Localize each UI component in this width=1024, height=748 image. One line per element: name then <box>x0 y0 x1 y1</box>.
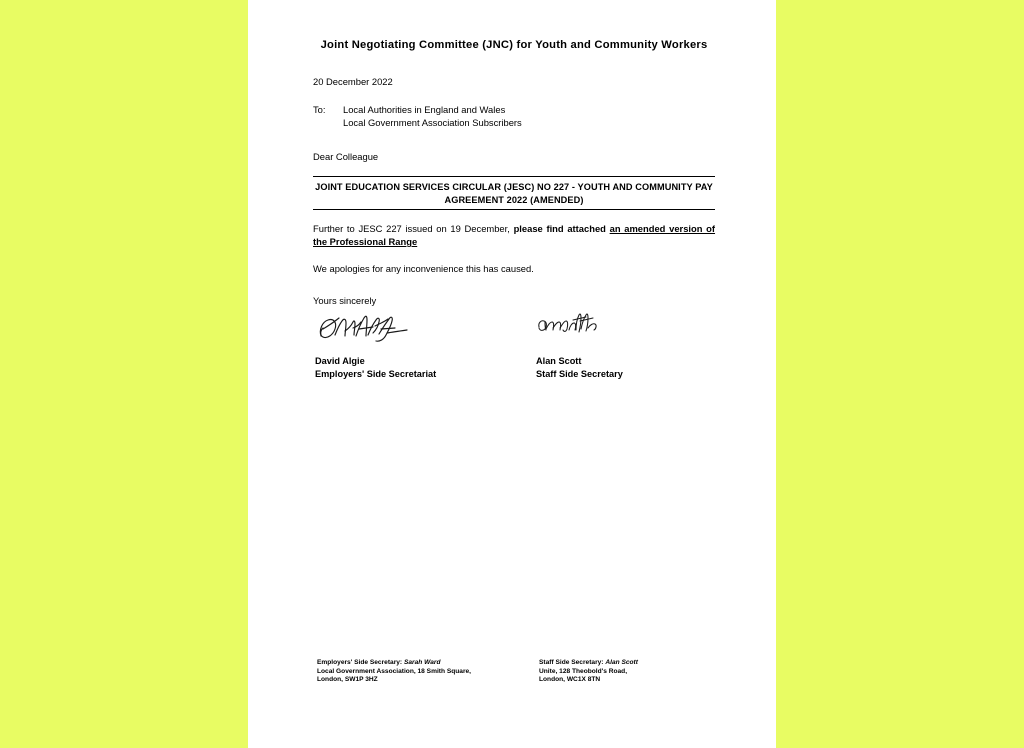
footer-staff-side <box>539 659 638 685</box>
salutation: Dear Colleague <box>313 151 379 162</box>
signatory-david-algie <box>315 355 436 380</box>
document-body <box>313 0 715 385</box>
paragraph-attachment-notice <box>313 210 715 248</box>
signatory-name: David Algie <box>315 356 365 367</box>
signatory-role: Employers' Side Secretariat <box>315 368 437 379</box>
page-title: Joint Negotiating Committee (JNC) for Youth and Community Workers <box>320 39 708 51</box>
alan-scott-signature-icon <box>535 309 601 343</box>
footer-role-line <box>317 659 471 668</box>
signatory-names-row <box>313 355 715 385</box>
footer-person-name: Sarah Ward <box>403 659 441 666</box>
closing-salutation: Yours sincerely <box>313 295 377 307</box>
paragraph-bold-text: please find attached <box>513 223 610 235</box>
footer-employers-side <box>317 659 471 685</box>
signatory-role: Staff Side Secretary <box>536 368 623 379</box>
footer-role-line <box>539 659 638 668</box>
paragraph-apology: We apologies for any inconvenience this has caused. <box>313 263 534 275</box>
list-item: Local Government Association Subscribers <box>343 116 522 128</box>
footer-address-line: London, SW1P 3HZ <box>317 676 378 684</box>
document-page <box>248 0 776 748</box>
footer-columns <box>313 659 715 699</box>
david-algie-signature-icon <box>315 309 411 347</box>
footer-address-line: Local Government Association, 18 Smith Square, <box>317 667 472 675</box>
footer-role-label: Employers' Side Secretary: <box>317 659 403 666</box>
letter-date: 20 December 2022 <box>313 76 393 87</box>
circular-heading: JOINT EDUCATION SERVICES CIRCULAR (JESC) NO 227 - YOUTH AND COMMUNITY PAY AGREEMENT 2022 (AMENDED) <box>313 176 715 210</box>
recipients-block <box>313 88 715 129</box>
footer-person-name: Alan Scott <box>605 659 638 666</box>
footer-role-label: Staff Side Secretary: <box>539 659 604 666</box>
to-label: To: <box>313 104 326 115</box>
document-footer <box>313 659 715 699</box>
list-item: Local Authorities in England and Wales <box>343 104 506 115</box>
footer-address-line: Unite, 128 Theobold's Road, <box>539 667 628 675</box>
signature-david-algie <box>315 309 411 347</box>
signature-alan-scott <box>535 309 601 343</box>
footer-address-line: London, WC1X 8TN <box>539 676 601 684</box>
recipient-list <box>343 104 522 129</box>
signatory-alan-scott <box>536 355 623 380</box>
signatory-name: Alan Scott <box>536 356 582 367</box>
paragraph-bold-underlined-text: an amended version of the Professional Range <box>313 223 716 248</box>
paragraph-plain-text: Further to JESC 227 issued on 19 December, <box>313 223 514 235</box>
signature-row <box>313 309 715 355</box>
